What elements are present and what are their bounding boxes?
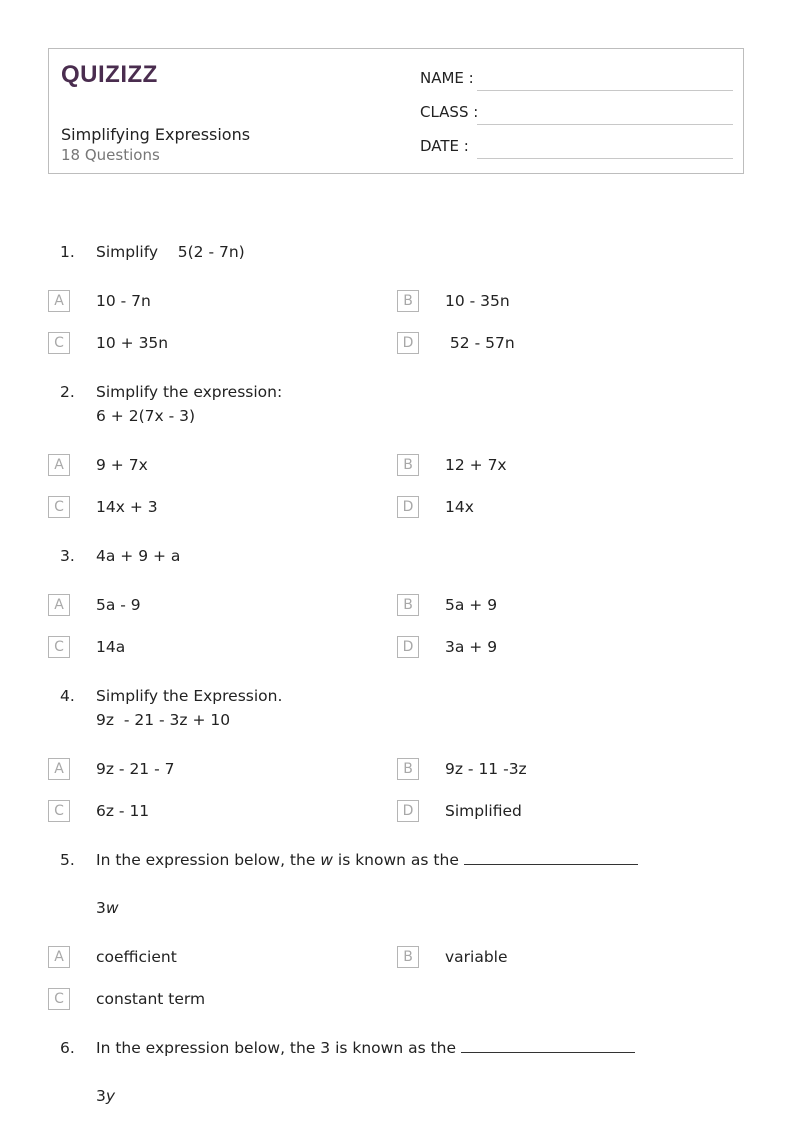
name-label: NAME : [420, 69, 474, 87]
option-letter-box: C [48, 332, 70, 354]
option-letter-box: B [397, 946, 419, 968]
worksheet-header [48, 48, 744, 174]
question-text: In the expression below, the w is known as the [96, 848, 638, 872]
option-letter-box: B [397, 290, 419, 312]
question-text: Simplify the expression: [96, 383, 283, 401]
quizizz-logo [61, 57, 161, 91]
date-field[interactable] [420, 137, 733, 161]
option-text: 5a - 9 [96, 596, 141, 614]
name-line [477, 90, 733, 91]
class-line [477, 124, 733, 125]
option-letter-box: A [48, 946, 70, 968]
option-text: 14x + 3 [96, 498, 158, 516]
option-letter-box: D [397, 496, 419, 518]
class-field[interactable] [420, 103, 733, 127]
question-number: 3. [60, 547, 75, 565]
option-text: 6z - 11 [96, 802, 150, 820]
option-text: 5a + 9 [445, 596, 498, 614]
question-number: 1. [60, 243, 75, 261]
option-letter-box: C [48, 636, 70, 658]
option-letter-box: D [397, 332, 419, 354]
question-count: 18 Questions [61, 146, 160, 164]
option-text: 9z - 11 -3z [445, 760, 527, 778]
question-expression: 6 + 2(7x - 3) [96, 407, 196, 425]
option-letter-box: B [397, 758, 419, 780]
question-number: 6. [60, 1039, 75, 1057]
option-text: 14x [445, 498, 474, 516]
option-letter-box: D [397, 636, 419, 658]
option-text: constant term [96, 990, 206, 1008]
question-text: Simplify the Expression. [96, 687, 283, 705]
option-text: 9 + 7x [96, 456, 148, 474]
option-letter-box: A [48, 594, 70, 616]
option-letter-box: C [48, 496, 70, 518]
option-text: variable [445, 948, 508, 966]
question-text: 4a + 9 + a [96, 547, 181, 565]
option-text: 9z - 21 - 7 [96, 760, 175, 778]
option-letter-box: B [397, 454, 419, 476]
option-letter-box: C [48, 988, 70, 1010]
option-letter-box: A [48, 454, 70, 476]
option-letter-box: B [397, 594, 419, 616]
date-line [477, 158, 733, 159]
answer-blank [464, 850, 638, 865]
option-text: 14a [96, 638, 126, 656]
option-letter-box: A [48, 290, 70, 312]
answer-blank [461, 1038, 635, 1053]
question-text: In the expression below, the 3 is known as the [96, 1036, 635, 1060]
question-expression: 3w [96, 899, 119, 917]
question-number: 2. [60, 383, 75, 401]
question-number: 5. [60, 851, 75, 869]
option-letter-box: C [48, 800, 70, 822]
name-field[interactable] [420, 69, 733, 93]
option-letter-box: D [397, 800, 419, 822]
option-text: 52 - 57n [445, 334, 515, 352]
question-number: 4. [60, 687, 75, 705]
option-text: 10 + 35n [96, 334, 169, 352]
worksheet-title: Simplifying Expressions [61, 125, 251, 144]
class-label: CLASS : [420, 103, 479, 121]
option-text: 10 - 7n [96, 292, 151, 310]
option-text: 10 - 35n [445, 292, 510, 310]
svg-text:QUIZIZZ: QUIZIZZ [61, 61, 158, 88]
option-letter-box: A [48, 758, 70, 780]
option-text: 12 + 7x [445, 456, 507, 474]
option-text: coefficient [96, 948, 177, 966]
question-text: Simplify 5(2 - 7n) [96, 243, 245, 261]
question-expression: 3y [96, 1087, 116, 1105]
date-label: DATE : [420, 137, 469, 155]
question-expression: 9z - 21 - 3z + 10 [96, 711, 231, 729]
option-text: 3a + 9 [445, 638, 498, 656]
option-text: Simplified [445, 802, 522, 820]
